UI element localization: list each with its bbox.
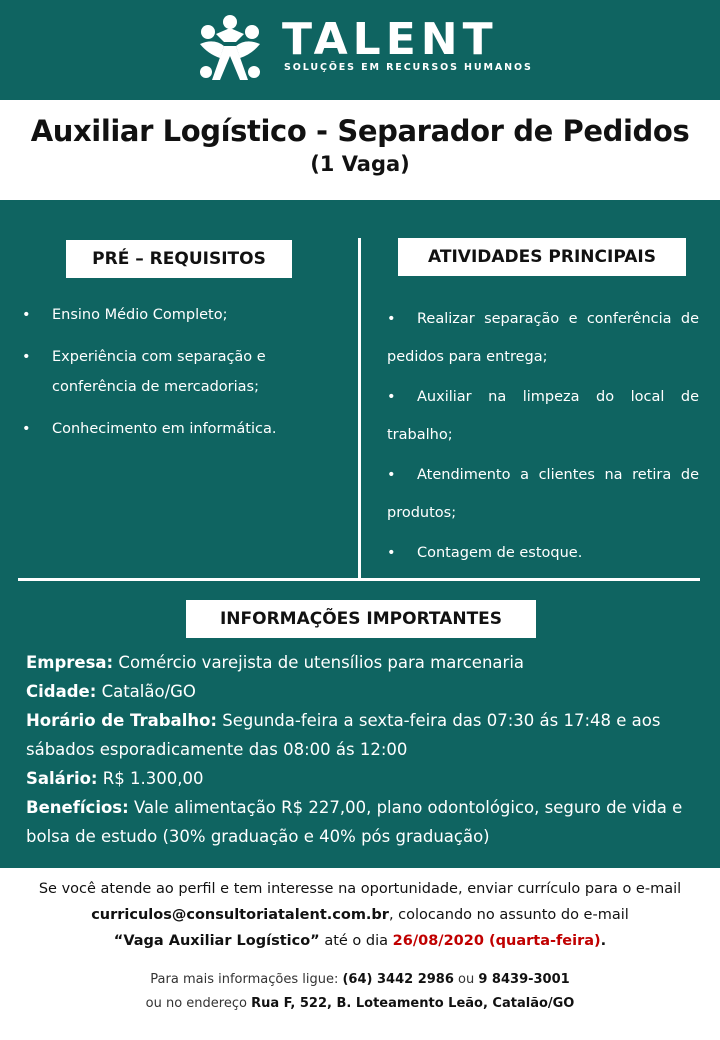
- contact-info: Para mais informações ligue: (64) 3442 2986 ou 9 8439-3001 ou no endereço Rua F, 522, B. Loteamento Leão, Catalão/GO: [145, 972, 575, 1011]
- requirements-list: [22, 300, 342, 456]
- hours-row: Horário de Trabalho: Segunda-feira a sexta-feira das 07:30 ás 17:48 e aos sábados esporadicamente das 08:00 ás 12:00: [26, 711, 661, 759]
- list-item: • Experiência com separação e conferência de mercadorias;: [22, 342, 342, 402]
- salary-row: Salário: R$ 1.300,00: [26, 769, 204, 788]
- list-item: • Conhecimento em informática.: [22, 414, 342, 444]
- talent-people-logo-icon: [196, 14, 264, 84]
- column-divider: [358, 238, 361, 580]
- brand-tagline: SOLUÇÕES EM RECURSOS HUMANOS: [284, 62, 533, 73]
- list-item: • Ensino Médio Completo;: [22, 300, 342, 330]
- phone-number-2[interactable]: 9 8439-3001: [478, 972, 570, 987]
- info-heading: INFORMAÇÕES IMPORTANTES: [186, 600, 536, 638]
- contact-email[interactable]: curriculos@consultoriatalent.com.br: [91, 907, 389, 923]
- activities-list: [387, 300, 699, 574]
- footer: [0, 868, 720, 1040]
- header: [0, 0, 720, 100]
- phone-number-1[interactable]: (64) 3442 2986: [342, 972, 454, 987]
- job-details: [0, 200, 720, 868]
- section-divider: [18, 578, 700, 581]
- list-item: • Contagem de estoque.: [387, 545, 583, 561]
- activities-heading: ATIVIDADES PRINCIPAIS: [398, 238, 686, 276]
- list-item: • Atendimento a clientes na retira de produtos;: [387, 467, 699, 521]
- list-item: • Realizar separação e conferência de pedidos para entrega;: [387, 311, 699, 365]
- company-row: Empresa: Comércio varejista de utensílios para marcenaria: [26, 653, 525, 672]
- list-item: • Auxiliar na limpeza do local de trabalho;: [387, 389, 699, 443]
- requirements-heading: PRÉ – REQUISITOS: [66, 240, 292, 278]
- benefits-row: Benefícios: Vale alimentação R$ 227,00, plano odontológico, seguro de vida e bolsa de estudo (30% graduação e 40% pós graduação): [26, 798, 683, 846]
- title-band: [0, 100, 720, 200]
- important-info: [26, 648, 700, 851]
- city-row: Cidade: Catalão/GO: [26, 682, 196, 701]
- email-subject: “Vaga Auxiliar Logístico”: [113, 933, 320, 949]
- job-title: Auxiliar Logístico - Separador de Pedidos: [30, 114, 690, 148]
- vacancy-count: (1 Vaga): [310, 152, 410, 176]
- deadline: 26/08/2020 (quarta-feira): [392, 933, 601, 949]
- apply-instructions: Se você atende ao perfil e tem interesse na oportunidade, enviar currículo para o e-mail curriculos@consultoriatalent.com.br, colocando no assunto do e-mail “Vaga Auxiliar Logístico” até o dia 26/08/2020 (quarta-feira).: [38, 881, 682, 949]
- address: Rua F, 522, B. Loteamento Leão, Catalão/GO: [251, 996, 575, 1011]
- brand-name: TALENT: [282, 14, 498, 65]
